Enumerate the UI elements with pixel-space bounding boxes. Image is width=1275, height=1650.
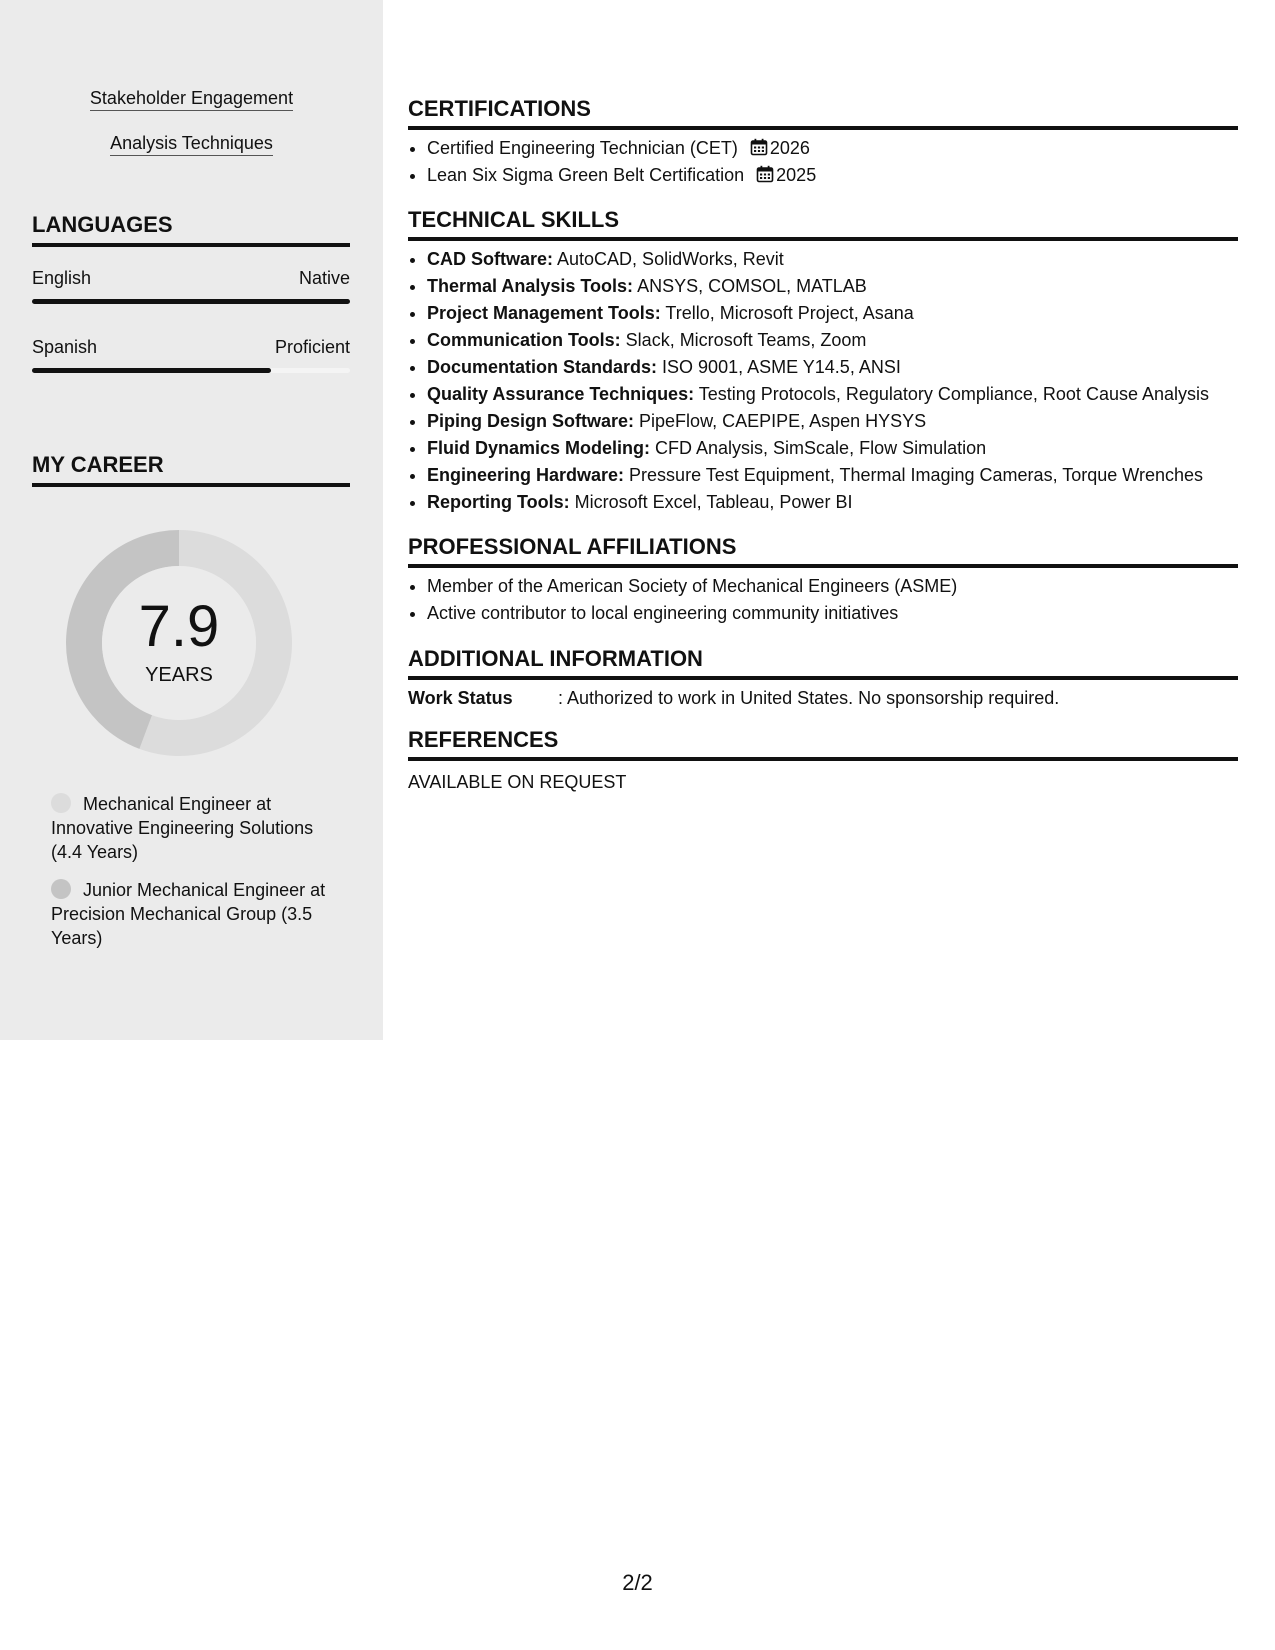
language-row <box>32 337 350 358</box>
skill-item <box>427 381 1257 408</box>
skill-value: Microsoft Excel, Tableau, Power BI <box>569 492 853 512</box>
career-total-unit: YEARS <box>145 664 213 686</box>
skill-tag-label: Analysis Techniques <box>110 133 273 156</box>
skill-label: Engineering Hardware: <box>427 465 625 485</box>
career-item <box>51 878 341 950</box>
skill-label: Documentation Standards: <box>427 357 658 377</box>
language-name: English <box>32 268 92 288</box>
career-item <box>51 792 341 864</box>
technical-skills-heading: TECHNICAL SKILLS <box>408 207 1238 241</box>
language-level: Native <box>298 268 350 288</box>
skill-label: Project Management Tools: <box>427 303 661 323</box>
career-legend-dot <box>51 793 71 813</box>
calendar-icon <box>756 165 774 183</box>
skill-item <box>427 246 1257 273</box>
language-row <box>32 268 350 289</box>
certifications-heading: CERTIFICATIONS <box>408 96 1238 130</box>
certification-year: 2026 <box>769 138 810 158</box>
language-name: Spanish <box>32 337 98 357</box>
career-legend-dot <box>51 879 71 899</box>
affiliation-item: • Member of the American Society of Mechanical Engineers (ASME) <box>427 573 1257 600</box>
skill-label: Thermal Analysis Tools: <box>427 276 634 296</box>
skill-item <box>427 408 1257 435</box>
certification-item <box>427 135 1257 162</box>
languages-heading: LANGUAGES <box>32 212 350 247</box>
page-number: 2/2 <box>622 1570 653 1595</box>
skill-item <box>427 462 1257 489</box>
language-bar <box>32 299 350 304</box>
calendar-icon <box>750 138 768 156</box>
affiliation-item: • Active contributor to local engineering community initiatives <box>427 600 1257 627</box>
skill-tag <box>0 88 383 109</box>
skill-value: PipeFlow, CAEPIPE, Aspen HYSYS <box>634 411 927 431</box>
certification-name: Certified Engineering Technician (CET) <box>427 138 738 158</box>
certification-name: Lean Six Sigma Green Belt Certification <box>427 165 745 185</box>
references-heading: REFERENCES <box>408 727 1238 761</box>
skill-tag <box>0 133 383 154</box>
work-status-row <box>408 688 1238 709</box>
certification-year: 2025 <box>776 165 817 185</box>
sidebar <box>0 0 383 1040</box>
skill-label: Fluid Dynamics Modeling: <box>427 438 651 458</box>
skill-item <box>427 354 1257 381</box>
skill-label: CAD Software: <box>427 249 554 269</box>
work-status-value: : Authorized to work in United States. No sponsorship required. <box>558 688 1060 708</box>
skill-label: Piping Design Software: <box>427 411 635 431</box>
skill-value: Trello, Microsoft Project, Asana <box>660 303 914 323</box>
skill-value: Slack, Microsoft Teams, Zoom <box>620 330 867 350</box>
skill-item <box>427 435 1257 462</box>
work-status-label: Work Status <box>408 688 513 708</box>
career-item-text: Mechanical Engineer at Innovative Engineering Solutions (4.4 Years) <box>51 794 314 862</box>
language-bar-fill <box>32 368 271 373</box>
skill-label: Quality Assurance Techniques: <box>427 384 695 404</box>
skill-value: AutoCAD, SolidWorks, Revit <box>553 249 784 269</box>
language-bar-fill <box>32 299 350 304</box>
skill-value: CFD Analysis, SimScale, Flow Simulation <box>650 438 987 458</box>
career-total-years: 7.9 <box>138 594 220 659</box>
additional-info-heading: ADDITIONAL INFORMATION <box>408 646 1238 680</box>
skill-item <box>427 327 1257 354</box>
career-heading: MY CAREER <box>32 452 350 487</box>
skill-label: Reporting Tools: <box>427 492 570 512</box>
technical-skills-list <box>408 246 1257 516</box>
skill-value: Testing Protocols, Regulatory Compliance, Root Cause Analysis <box>694 384 1210 404</box>
skill-item <box>427 273 1257 300</box>
certifications-list <box>408 135 1257 189</box>
certification-item <box>427 162 1257 189</box>
skill-item <box>427 489 1257 516</box>
affiliations-list <box>408 573 1257 627</box>
skill-value: ANSYS, COMSOL, MATLAB <box>633 276 867 296</box>
skill-label: Communication Tools: <box>427 330 621 350</box>
affiliations-heading: PROFESSIONAL AFFILIATIONS <box>408 534 1238 568</box>
skill-value: Pressure Test Equipment, Thermal Imaging Cameras, Torque Wrenches <box>624 465 1203 485</box>
language-level: Proficient <box>274 337 350 357</box>
skill-item <box>427 300 1257 327</box>
language-bar <box>32 368 350 373</box>
career-item-text: Junior Mechanical Engineer at Precision Mechanical Group (3.5 Years) <box>51 880 326 948</box>
skill-tag-label: Stakeholder Engagement <box>90 88 293 111</box>
skill-value: ISO 9001, ASME Y14.5, ANSI <box>657 357 901 377</box>
references-text: AVAILABLE ON REQUEST <box>408 772 627 792</box>
